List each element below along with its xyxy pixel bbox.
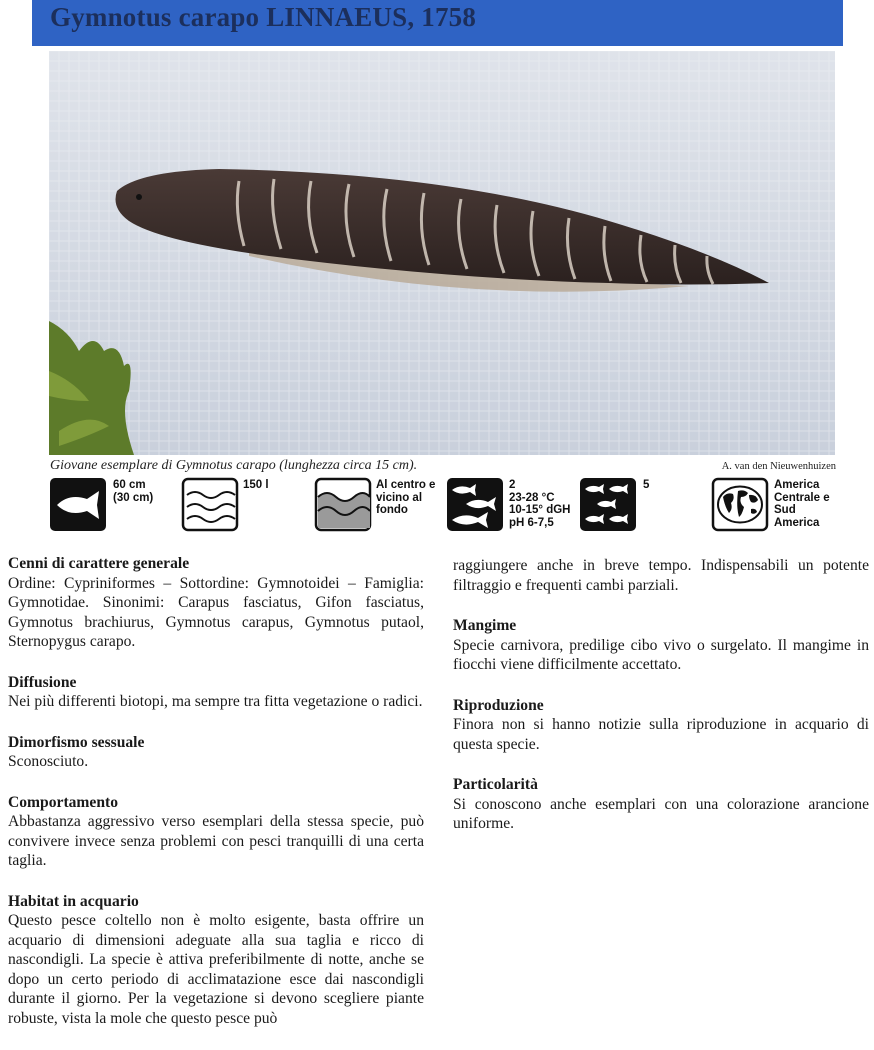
water-parameters-icon (446, 477, 504, 532)
section-heading-behavior: Comportamento (8, 793, 119, 811)
swim-zone-icon (314, 477, 372, 532)
section-body-habitat: Questo pesce coltello non è molto esigente, basta offrire un acquario di dimensioni adeguate alla sua taglia e ricco di nascondigli. La specie è attiva preferibilmente di notte, anche se dopo un certo periodo di acclimatazione esce dai nascondigli durante il giorno. Per la vegetazione si devono scegliere piante robuste, vista la mole che questo pesce può (8, 912, 424, 1027)
region-label: America Centrale e Sud America (774, 479, 830, 529)
page-title: Gymnotus carapo LINNAEUS, 1758 (50, 2, 477, 32)
section-body-food: Specie carnivora, predilige cibo vivo o surgelato. Il mangime in fiocchi viene difficilmente accettato. (453, 636, 869, 673)
section-heading-distribution: Diffusione (8, 673, 77, 691)
right-column (453, 556, 869, 855)
size-label: 60 cm (30 cm) (113, 479, 154, 504)
section-heading-habitat: Habitat in acquario (8, 892, 139, 910)
section-heading-notes: Particolarità (453, 776, 538, 793)
section-heading-general: Cenni di carattere generale (8, 555, 190, 572)
fish-photo (49, 51, 835, 455)
photo-caption: Giovane esemplare di Gymnotus carapo (lunghezza circa 15 cm). (50, 458, 418, 473)
fish-group-icon (579, 477, 637, 532)
fish-size-icon (49, 477, 107, 532)
globe-icon (711, 477, 769, 532)
tank-label: 150 l (243, 479, 269, 491)
section-body-dimorphism: Sconosciuto. (8, 753, 89, 770)
photo-credit: A. van den Nieuwenhuizen (721, 461, 836, 472)
tank-volume-icon (181, 477, 239, 532)
section-heading-food: Mangime (453, 617, 517, 634)
section-body-distribution: Nei più differenti biotopi, ma sempre tra fitta vegetazione o radici. (8, 693, 423, 710)
zone-label: Al centro e vicino al fondo (376, 479, 436, 516)
section-heading-breeding: Riproduzione (453, 696, 544, 714)
left-column (8, 554, 424, 1049)
section-body-notes: Si conoscono anche esemplari con una colorazione arancione uniforme. (453, 795, 869, 832)
section-heading-dimorphism: Dimorfismo sessuale (8, 733, 145, 751)
difficulty-label: 5 (643, 479, 650, 491)
section-body-behavior: Abbastanza aggressivo verso esemplari della stessa specie, può convivere invece senza problemi con pesci tranquilli di una certa taglia. (8, 813, 424, 869)
title-bar (32, 0, 843, 46)
water-label: 2 23-28 °C 10-15° dGH pH 6-7,5 (509, 479, 571, 529)
section-body-breeding: Finora non si hanno notizie sulla riproduzione in acquario di questa specie. (453, 716, 869, 753)
section-body-general: Ordine: Cypriniformes – Sottordine: Gymnotoidei – Famiglia: Gymnotidae. Sinonimi: Carapus fasciatus, Gifon fasciatus, Gymnotus brachiurus, Gymnotus carapus, Gymnotus putaol, Sternopygus carapo. (8, 574, 424, 650)
section-body-habitat-continued: raggiungere anche in breve tempo. Indispensabili un potente filtraggio e frequenti cambi parziali. (453, 557, 869, 594)
